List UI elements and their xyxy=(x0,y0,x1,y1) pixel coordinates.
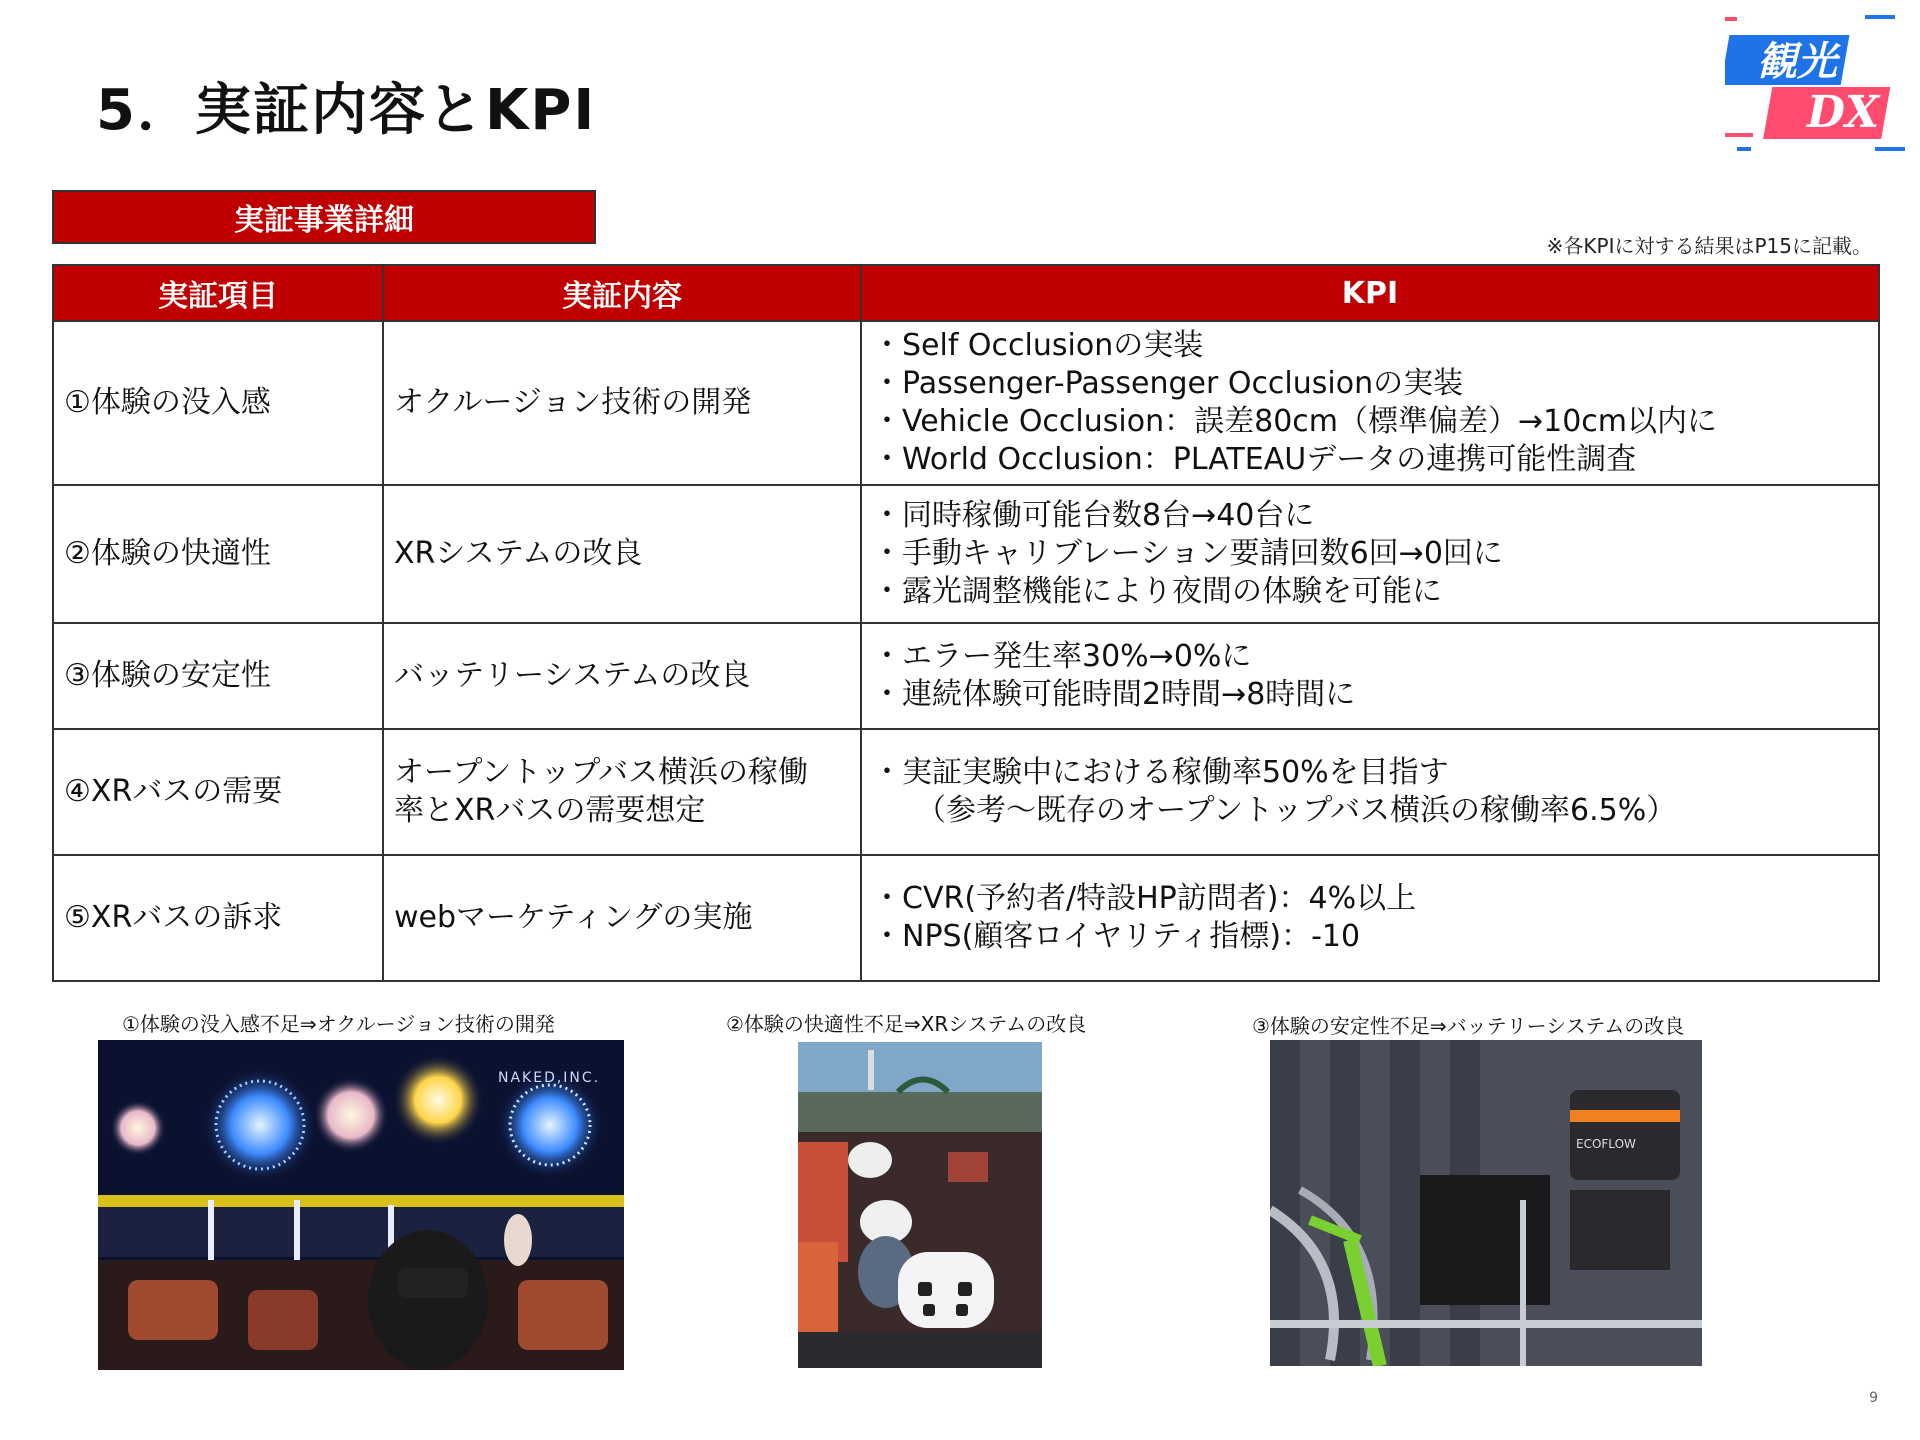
table-row xyxy=(53,729,1879,855)
figure-caption-2: ②体験の快適性不足⇒XRシステムの改良 xyxy=(726,1012,1087,1036)
device-label: ECOFLOW xyxy=(1576,1137,1636,1151)
row-kpi xyxy=(861,485,1879,623)
row-content: バッテリーシステムの改良 xyxy=(383,623,861,729)
kpi-line: ・World Occlusion：PLATEAUデータの連携可能性調査 xyxy=(872,442,1637,477)
kpi-line: ・実証実験中における稼働率50%を目指す xyxy=(872,755,1449,790)
header-content: 実証内容 xyxy=(383,265,861,321)
figure-caption-1: ①体験の没入感不足⇒オクルージョン技術の開発 xyxy=(122,1012,555,1036)
kpi-line: ・Vehicle Occlusion：誤差80cm（標準偏差）→10cm以内に xyxy=(872,404,1718,439)
photo-battery-system xyxy=(1270,1040,1702,1366)
results-note: ※各KPIに対する結果はP15に記載。 xyxy=(1546,234,1872,258)
photo-watermark: NAKED,INC. xyxy=(498,1070,601,1086)
row-kpi xyxy=(861,321,1879,485)
kpi-line: ・手動キャリブレーション要請回数6回→0回に xyxy=(872,536,1503,571)
photo-passengers-headsets xyxy=(798,1042,1042,1368)
header-item: 実証項目 xyxy=(53,265,383,321)
logo-line1: 観光 xyxy=(1757,39,1837,85)
figure-caption-3: ③体験の安定性不足⇒バッテリーシステムの改良 xyxy=(1252,1014,1685,1038)
table-header-row xyxy=(53,265,1879,321)
row-content xyxy=(383,729,861,855)
row-item: ②体験の快適性 xyxy=(53,485,383,623)
page-title: 5．実証内容とKPI xyxy=(96,78,597,143)
table-row xyxy=(53,623,1879,729)
table-row xyxy=(53,855,1879,981)
section-banner: 実証事業詳細 xyxy=(52,190,596,244)
row-content: オクルージョン技術の開発 xyxy=(383,321,861,485)
logo-line2: DX xyxy=(1806,87,1880,138)
row-kpi xyxy=(861,623,1879,729)
content-line: 率とXRバスの需要想定 xyxy=(394,793,706,828)
table-row xyxy=(53,485,1879,623)
row-kpi xyxy=(861,855,1879,981)
kpi-line: ・Self Occlusionの実装 xyxy=(872,328,1204,363)
kpi-line: ・連続体験可能時間2時間→8時間に xyxy=(872,677,1356,712)
battery-image xyxy=(1270,1040,1702,1366)
header-kpi: KPI xyxy=(861,265,1879,321)
kpi-line: ・露光調整機能により夜間の体験を可能に xyxy=(872,574,1442,609)
kpi-table xyxy=(52,264,1880,982)
row-item: ①体験の没入感 xyxy=(53,321,383,485)
kpi-line: ・NPS(顧客ロイヤリティ指標)：-10 xyxy=(872,919,1361,954)
table-row xyxy=(53,321,1879,485)
photo-fireworks-xr xyxy=(98,1040,624,1370)
row-item: ⑤XRバスの訴求 xyxy=(53,855,383,981)
row-item: ③体験の安定性 xyxy=(53,623,383,729)
kpi-line: ・CVR(予約者/特設HP訪問者)：4%以上 xyxy=(872,881,1417,916)
content-line: オープントップバス横浜の稼働 xyxy=(394,755,808,790)
kpi-line: ・Passenger-Passenger Occlusionの実装 xyxy=(872,366,1464,401)
kpi-line: ・同時稼働可能台数8台→40台に xyxy=(872,498,1315,533)
kanko-dx-logo xyxy=(1725,15,1915,155)
row-item: ④XRバスの需要 xyxy=(53,729,383,855)
fireworks-scene-image xyxy=(98,1040,624,1370)
row-content: XRシステムの改良 xyxy=(383,485,861,623)
kpi-line: ・エラー発生率30%→0%に xyxy=(872,639,1252,674)
kpi-line: （参考～既存のオープントップバス横浜の稼働率6.5%） xyxy=(916,793,1677,828)
row-kpi xyxy=(861,729,1879,855)
passengers-image xyxy=(798,1042,1042,1368)
row-content: webマーケティングの実施 xyxy=(383,855,861,981)
page-number: 9 xyxy=(1869,1390,1878,1406)
